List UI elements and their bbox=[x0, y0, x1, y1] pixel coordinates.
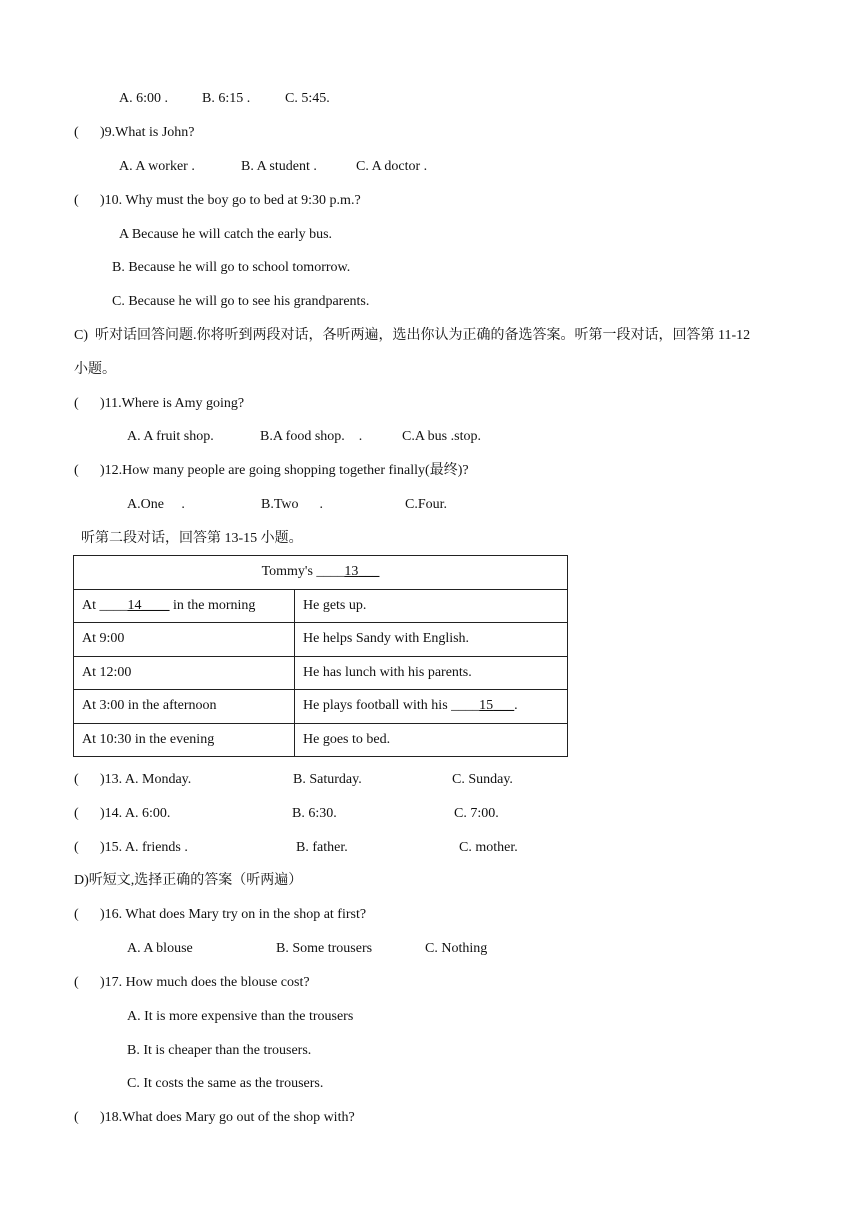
q8-option-b: B. 6:15 . bbox=[202, 91, 251, 106]
q9-question: )9.What is John? bbox=[100, 125, 195, 140]
row-activity: He helps Sandy with English. bbox=[295, 623, 568, 657]
row-time-suffix: in the morning bbox=[169, 597, 256, 613]
q11-question: )11.Where is Amy going? bbox=[100, 396, 245, 411]
table-row bbox=[74, 589, 568, 623]
q12-option-b: B.Two . bbox=[261, 497, 324, 512]
q15-question: )15. A. friends . bbox=[100, 840, 188, 855]
q17-option-c: C. It costs the same as the trousers. bbox=[127, 1076, 324, 1091]
q14-question: )14. A. 6:00. bbox=[100, 806, 171, 821]
tommy-schedule-table bbox=[73, 555, 568, 757]
blank-14-lead: ____ bbox=[99, 597, 128, 613]
q12-option-a: A.One . bbox=[127, 497, 185, 512]
blank-14-tail: ____ bbox=[141, 597, 170, 613]
row-activity-end: . bbox=[514, 698, 518, 714]
section-d-heading: D)听短文,选择正确的答案（听两遍） bbox=[74, 873, 303, 888]
section-c-heading: C) 听对话回答问题.你将听到两段对话，各听两遍，选出你认为正确的备选答案。听第一段对话，回答第 11-12 bbox=[74, 328, 751, 343]
dialogue-2-intro: 听第二段对话，回答第 13-15 小题。 bbox=[81, 531, 303, 546]
row-activity: He gets up. bbox=[295, 589, 568, 623]
row-time: At 12:00 bbox=[74, 656, 295, 690]
q14-option-b: B. 6:30. bbox=[292, 806, 337, 821]
q12-question: )12.How many people are going shopping together finally(最终)? bbox=[100, 463, 469, 478]
table-header-row bbox=[74, 556, 568, 590]
q16-option-c: C. Nothing bbox=[425, 941, 488, 956]
q9-option-a: A. A worker . bbox=[119, 159, 195, 174]
blank-15-number: 15 bbox=[479, 698, 494, 714]
table-row bbox=[74, 623, 568, 657]
q10-option-c: C. Because he will go to see his grandparents. bbox=[112, 294, 370, 309]
q12-paren: ( bbox=[74, 463, 79, 478]
table-title bbox=[74, 556, 568, 590]
table-row bbox=[74, 723, 568, 757]
blank-13-tail: ___ bbox=[358, 564, 380, 580]
q13-paren: ( bbox=[74, 772, 79, 787]
q15-paren: ( bbox=[74, 840, 79, 855]
row-activity bbox=[295, 690, 568, 724]
q14-option-c: C. 7:00. bbox=[454, 806, 499, 821]
row-time bbox=[74, 589, 295, 623]
q10-question: )10. Why must the boy go to bed at 9:30 p.m.? bbox=[100, 193, 361, 208]
q13-option-b: B. Saturday. bbox=[293, 772, 362, 787]
q8-option-c: C. 5:45. bbox=[285, 91, 330, 106]
row-activity: He goes to bed. bbox=[295, 723, 568, 757]
row-time: At 9:00 bbox=[74, 623, 295, 657]
row-time-prefix: At bbox=[82, 597, 100, 613]
row-time: At 10:30 in the evening bbox=[74, 723, 295, 757]
blank-15-lead: ____ bbox=[451, 698, 480, 714]
q16-option-b: B. Some trousers bbox=[276, 941, 373, 956]
q14-paren: ( bbox=[74, 806, 79, 821]
q16-option-a: A. A blouse bbox=[127, 941, 193, 956]
q17-option-a: A. It is more expensive than the trousers bbox=[127, 1009, 354, 1024]
q11-option-a: A. A fruit shop. bbox=[127, 429, 214, 444]
q11-option-b: B.A food shop. . bbox=[260, 429, 363, 444]
q17-paren: ( bbox=[74, 975, 79, 990]
q12-option-c: C.Four. bbox=[405, 497, 448, 512]
q10-option-b: B. Because he will go to school tomorrow. bbox=[112, 260, 351, 275]
row-time: At 3:00 in the afternoon bbox=[74, 690, 295, 724]
q9-paren: ( bbox=[74, 125, 79, 140]
q13-question: )13. A. Monday. bbox=[100, 772, 192, 787]
q13-option-c: C. Sunday. bbox=[452, 772, 513, 787]
q16-question: )16. What does Mary try on in the shop at first? bbox=[100, 907, 367, 922]
table-row bbox=[74, 690, 568, 724]
table-title-text: Tommy's bbox=[261, 564, 317, 580]
q17-option-b: B. It is cheaper than the trousers. bbox=[127, 1043, 312, 1058]
q11-paren: ( bbox=[74, 396, 79, 411]
q18-question: )18.What does Mary go out of the shop with? bbox=[100, 1110, 355, 1125]
row-activity-text: He plays football with his bbox=[303, 698, 452, 714]
q8-option-a: A. 6:00 . bbox=[119, 91, 168, 106]
blank-13-number: 13 bbox=[344, 564, 359, 580]
q10-paren: ( bbox=[74, 193, 79, 208]
blank-14-number: 14 bbox=[127, 597, 142, 613]
blank-13-lead: ____ bbox=[316, 564, 345, 580]
q10-option-a: A Because he will catch the early bus. bbox=[119, 227, 333, 242]
q18-paren: ( bbox=[74, 1110, 79, 1125]
row-activity: He has lunch with his parents. bbox=[295, 656, 568, 690]
q15-option-b: B. father. bbox=[296, 840, 348, 855]
q17-question: )17. How much does the blouse cost? bbox=[100, 975, 310, 990]
q11-option-c: C.A bus .stop. bbox=[402, 429, 481, 444]
table-row bbox=[74, 656, 568, 690]
q16-paren: ( bbox=[74, 907, 79, 922]
section-c-heading-cont: 小题。 bbox=[74, 362, 116, 377]
q9-option-b: B. A student . bbox=[241, 159, 317, 174]
q15-option-c: C. mother. bbox=[459, 840, 518, 855]
q9-option-c: C. A doctor . bbox=[356, 159, 428, 174]
blank-15-tail: ___ bbox=[493, 698, 515, 714]
